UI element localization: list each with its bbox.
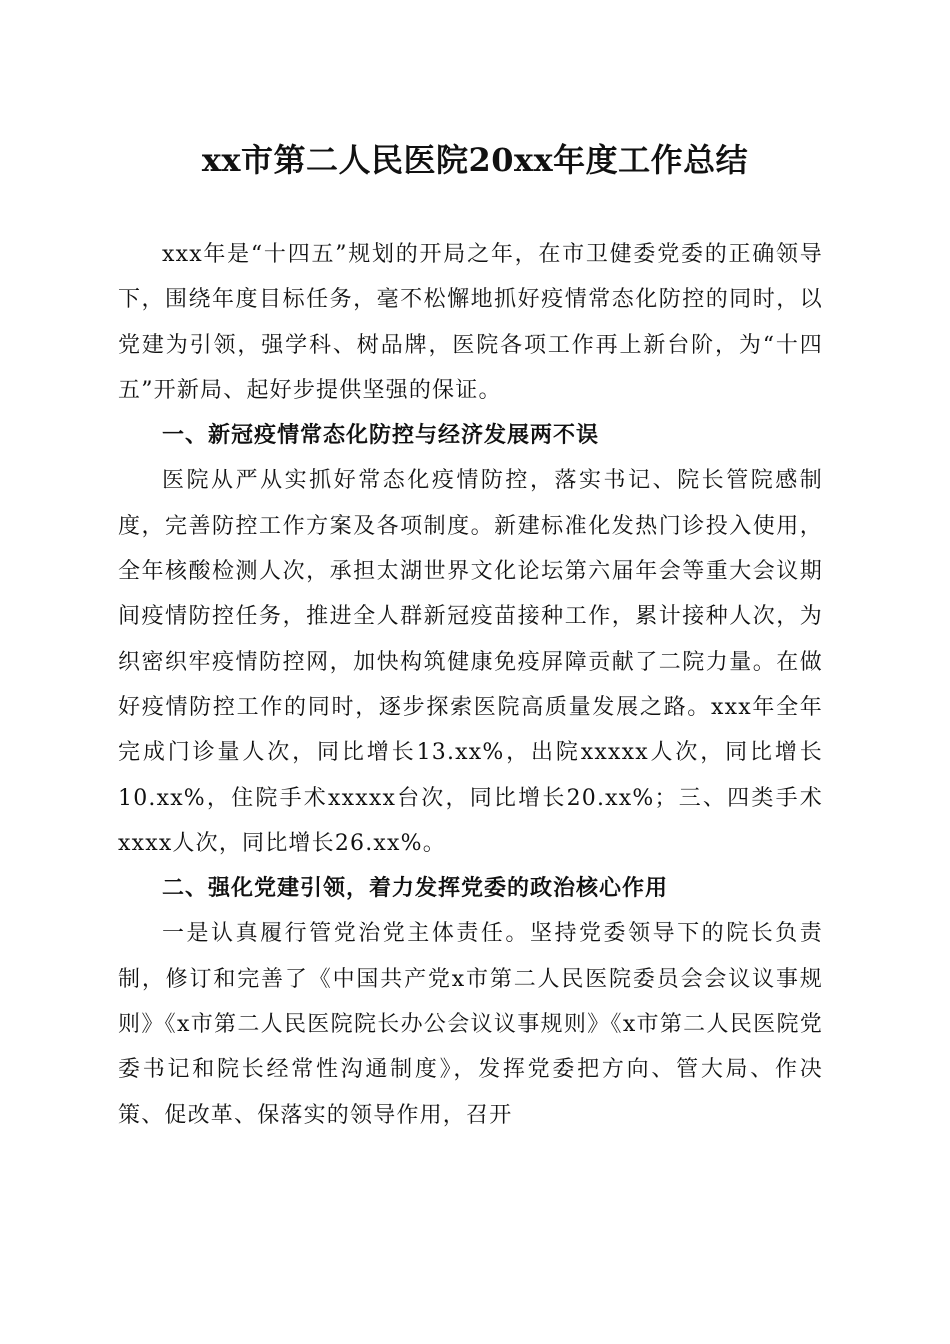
document-body: [118, 232, 823, 1138]
section2-paragraph: 一是认真履行管党治党主体责任。坚持党委领导下的院长负责制，修订和完善了《中国共产党x市第二人民医院委员会会议议事规则》《x市第二人民医院院长办公会议议事规则》《x市第二人民医院党委书记和院长经常性沟通制度》，发挥党委把方向、管大局、作决策、促改革、保落实的领导作用，召开: [118, 921, 823, 1128]
intro-paragraph: xxx年是“十四五”规划的开局之年，在市卫健委党委的正确领导下，围绕年度目标任务，毫不松懈地抓好疫情常态化防控的同时，以党建为引领，强学科、树品牌，医院各项工作再上新台阶，为“十四五”开新局、起好步提供坚强的保证。: [118, 242, 823, 403]
section2-heading: 二、强化党建引领，着力发挥党委的政治核心作用: [162, 876, 669, 902]
section1-heading: 一、新冠疫情常态化防控与经济发展两不误: [162, 423, 600, 449]
document-title: xx市第二人民医院20xx年度工作总结: [201, 141, 749, 179]
section1-paragraph: 医院从严从实抓好常态化疫情防控，落实书记、院长管院感制度，完善防控工作方案及各项制度。新建标准化发热门诊投入使用，全年核酸检测人次，承担太湖世界文化论坛第六届年会等重大会议期间疫情防控任务，推进全人群新冠疫苗接种工作，累计接种人次，为织密织牢疫情防控网，加快构筑健康免疫屏障贡献了二院力量。在做好疫情防控工作的同时，逐步探索医院高质量发展之路。xxx年全年完成门诊量人次，同比增长13.xx%，出院xxxxx人次，同比增长10.xx%，住院手术xxxxx台次，同比增长20.xx%；三、四类手术xxxx人次，同比增长26.xx%。: [118, 468, 823, 856]
